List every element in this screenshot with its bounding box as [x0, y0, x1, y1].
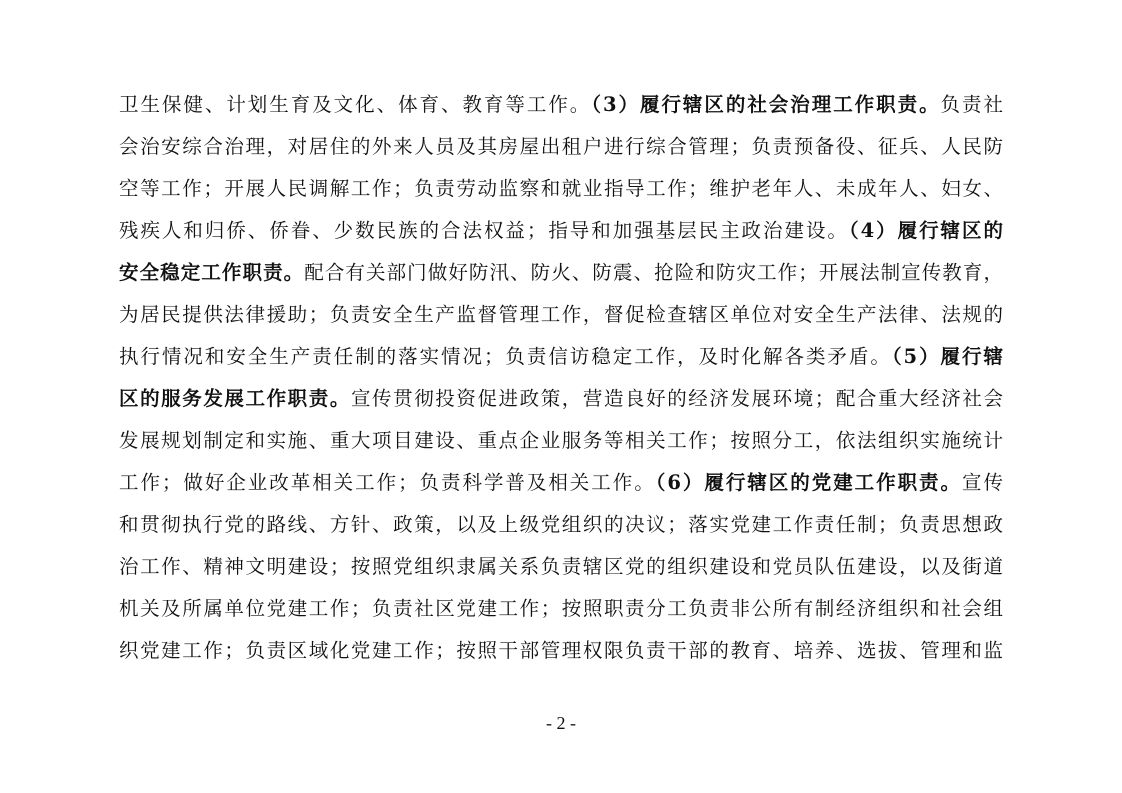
body-text-segment: 执行情况和安全生产责任制的落实情况；负责信访稳定工作，及时化解各类矛盾。 [119, 345, 892, 368]
page-number: - 2 - [546, 713, 576, 733]
text-line [119, 554, 1003, 580]
body-text-segment: 织党建工作；负责区域化党建工作；按照干部管理权限负责干部的教育、培养、选拔、管理和监 [119, 639, 1003, 662]
text-line [119, 344, 1003, 370]
text-line [119, 638, 1003, 664]
text-line [119, 218, 1003, 244]
body-text-segment: 宣传贯彻投资促进政策，营造良好的经济发展环境；配合重大经济社会 [350, 387, 1003, 410]
body-text-segment: 宣传 [962, 471, 1003, 494]
text-line [119, 302, 1003, 328]
body-text-segment: 空等工作；开展人民调解工作；负责劳动监察和就业指导工作；维护老年人、未成年人、妇女、 [119, 177, 1003, 200]
bold-heading-text: （5）履行辖 [891, 345, 1003, 368]
text-line [119, 596, 1003, 622]
body-text-segment: 为居民提供法律援助；负责安全生产监督管理工作，督促检查辖区单位对安全生产法律、法规的 [119, 303, 1003, 326]
text-line [119, 470, 1003, 496]
body-text-segment: 治工作、精神文明建设；按照党组织隶属关系负责辖区党的组织建设和党员队伍建设，以及街道 [119, 555, 1003, 578]
body-text-segment: 发展规划制定和实施、重大项目建设、重点企业服务等相关工作；按照分工，依法组织实施统计 [119, 429, 1003, 452]
bold-heading-text: （6）履行辖区的党建工作职责。 [655, 471, 962, 494]
body-text-segment: 负责社 [940, 93, 1003, 116]
body-text-segment: 配合有关部门做好防汛、防火、防震、抢险和防灾工作；开展法制宣传教育， [304, 261, 1003, 284]
bold-heading-text: 安全稳定工作职责。 [119, 261, 305, 284]
body-text-segment: 会治安综合治理，对居住的外来人员及其房屋出租户进行综合管理；负责预备役、征兵、人民防 [119, 135, 1003, 158]
body-text-segment: 机关及所属单位党建工作；负责社区党建工作；按照职责分工负责非公所有制经济组织和社会组 [119, 597, 1003, 620]
body-text-segment: 工作；做好企业改革相关工作；负责科学普及相关工作。 [119, 471, 656, 494]
text-line [119, 134, 1003, 160]
bold-heading-text: （4）履行辖区的 [848, 219, 1003, 242]
text-line [119, 260, 1003, 286]
body-text-segment: 和贯彻执行党的路线、方针、政策，以及上级党组织的决议；落实党建工作责任制；负责思想政 [119, 513, 1003, 536]
body-text-segment: 卫生保健、计划生育及文化、体育、教育等工作。 [119, 93, 592, 116]
bold-heading-text: 区的服务发展工作职责。 [119, 387, 351, 410]
text-line [119, 512, 1003, 538]
text-line [119, 428, 1003, 454]
bold-heading-text: （3）履行辖区的社会治理工作职责。 [591, 93, 941, 116]
body-text-segment: 残疾人和归侨、侨眷、少数民族的合法权益；指导和加强基层民主政治建设。 [119, 219, 849, 242]
text-line [119, 92, 1003, 118]
text-line [119, 386, 1003, 412]
text-line [119, 176, 1003, 202]
